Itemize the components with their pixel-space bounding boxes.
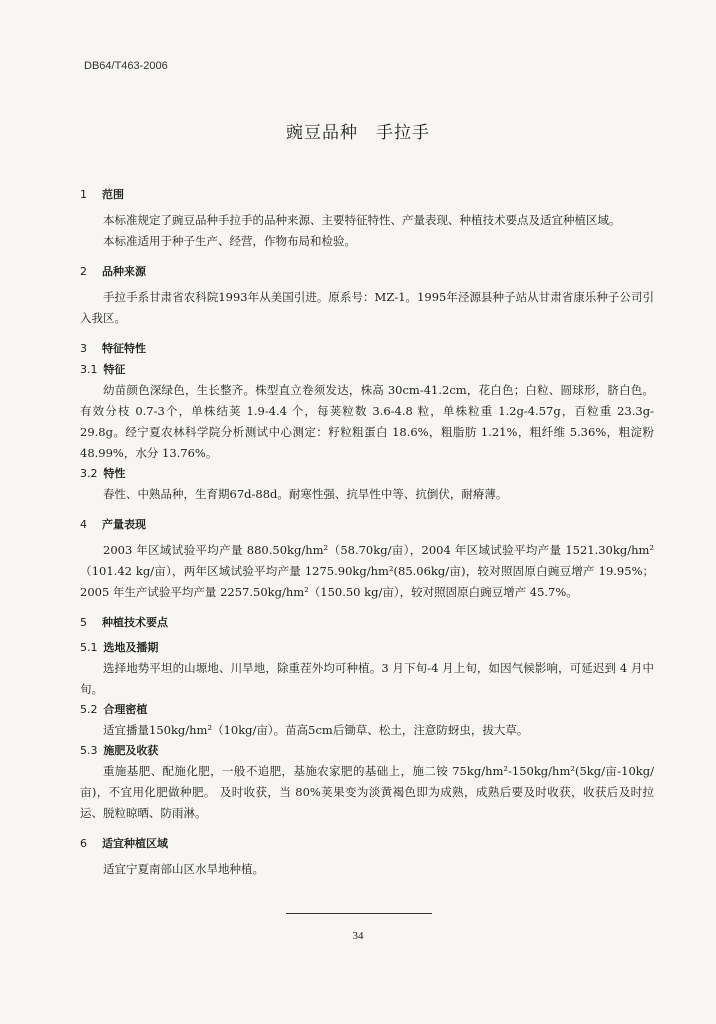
section-6-heading	[80, 833, 654, 855]
section-3-heading	[80, 338, 654, 360]
section-number: 1	[80, 188, 87, 201]
section-5-heading	[80, 612, 654, 634]
subsection-title: 特性	[103, 467, 126, 480]
subsection-title: 选地及播期	[103, 641, 159, 654]
section-4-heading	[80, 514, 654, 536]
page-number: 34	[352, 930, 364, 942]
subsection-5-2-heading	[80, 700, 654, 720]
section-4-paragraph-1: 2003 年区域试验平均产量 880.50kg/hm²（58.70kg/亩），2004 年区域试验平均产量 1521.30kg/hm²（101.42 kg/亩），两年区域试验平均产量 1275.90kg/hm²(85.06kg/亩)，较对照固原白豌豆增产 19.95%；2005 年生产试验平均产量 2257.50kg/hm²（150.50 kg/亩），较对照固原白豌豆增产 45.7%。	[80, 543, 654, 599]
section-title: 范围	[102, 188, 124, 201]
section-2-heading	[80, 261, 654, 283]
subsection-number: 3.2	[80, 467, 98, 480]
subsection-title: 合理密植	[103, 703, 148, 716]
title-main: 豌豆品种	[286, 123, 358, 143]
section-1-paragraph-2: 本标准适用于种子生产、经营，作物布局和检验。	[103, 234, 356, 248]
section-1-heading	[80, 184, 654, 206]
subsection-number: 5.2	[80, 703, 98, 716]
subsection-number: 3.1	[80, 363, 98, 376]
section-1-paragraph-1: 本标准规定了豌豆品种手拉手的品种来源、主要特征特性、产量表现、种植技术要点及适宜种植区域。	[103, 213, 621, 227]
footer-divider	[286, 913, 432, 914]
section-number: 3	[80, 342, 87, 355]
title-variety-name: 手拉手	[376, 123, 430, 143]
subsection-number: 5.3	[80, 744, 98, 757]
document-body	[80, 184, 654, 880]
section-number: 6	[80, 837, 87, 850]
subsection-5-2-paragraph: 适宜播量150kg/hm²（10kg/亩）。苗高5cm后锄草、松土，注意防蚜虫，拔大草。	[103, 723, 529, 737]
subsection-3-1-heading	[80, 360, 654, 380]
section-number: 2	[80, 265, 87, 278]
section-title: 特征特性	[102, 342, 146, 355]
subsection-title: 特征	[103, 363, 126, 376]
standard-code: DB64/T463-2006	[84, 60, 168, 72]
section-6-paragraph-1: 适宜宁夏南部山区水旱地种植。	[103, 862, 264, 876]
subsection-3-2-paragraph: 春性、中熟品种，生育期67d-88d。耐寒性强、抗旱性中等、抗倒伏，耐瘠薄。	[103, 487, 508, 501]
page-title	[0, 118, 716, 143]
subsection-number: 5.1	[80, 641, 98, 654]
subsection-5-3-paragraph: 重施基肥、配施化肥，一般不追肥，基施农家肥的基础上，施二铵 75kg/hm²-150kg/hm²(5kg/亩-10kg/亩)，不宜用化肥做种肥。 及时收获，当 80%荚果变为淡黄褐色即为成熟，成熟后要及时收获，收获后及时拉运、脱粒晾晒、防雨淋。	[80, 764, 654, 820]
section-number: 4	[80, 518, 87, 531]
subsection-3-2-heading	[80, 464, 654, 484]
subsection-title: 施肥及收获	[103, 744, 159, 757]
subsection-5-1-heading	[80, 638, 654, 658]
subsection-5-3-heading	[80, 741, 654, 761]
section-number: 5	[80, 616, 87, 629]
subsection-3-1-paragraph: 幼苗颜色深绿色，生长整齐。株型直立卷须发达，株高 30cm-41.2cm，花白色；白粒、圆球形，脐白色。有效分枝 0.7-3个，单株结荚 1.9-4.4 个，每荚粒数 3.6-4.8 粒，单株粒重 1.2g-4.57g，百粒重 23.3g-29.8g。经宁夏农林科学院分析测试中心测定：籽粒粗蛋白 18.6%，粗脂肪 1.21%，粗纤维 5.36%，粗淀粉 48.99%，水分 13.76%。	[80, 383, 654, 460]
section-title: 品种来源	[102, 265, 146, 278]
section-title: 适宜种植区域	[102, 837, 168, 850]
subsection-5-1-paragraph: 选择地势平坦的山塬地、川旱地，除重茬外均可种植。3 月下旬-4 月上旬，如因气候影响，可延迟到 4 月中旬。	[80, 661, 654, 696]
section-title: 种植技术要点	[102, 616, 168, 629]
section-title: 产量表现	[102, 518, 146, 531]
section-2-paragraph-1: 手拉手系甘肃省农科院1993年从美国引进。原系号：MZ-1。1995年泾源县种子站从甘肃省康乐种子公司引入我区。	[80, 290, 654, 325]
